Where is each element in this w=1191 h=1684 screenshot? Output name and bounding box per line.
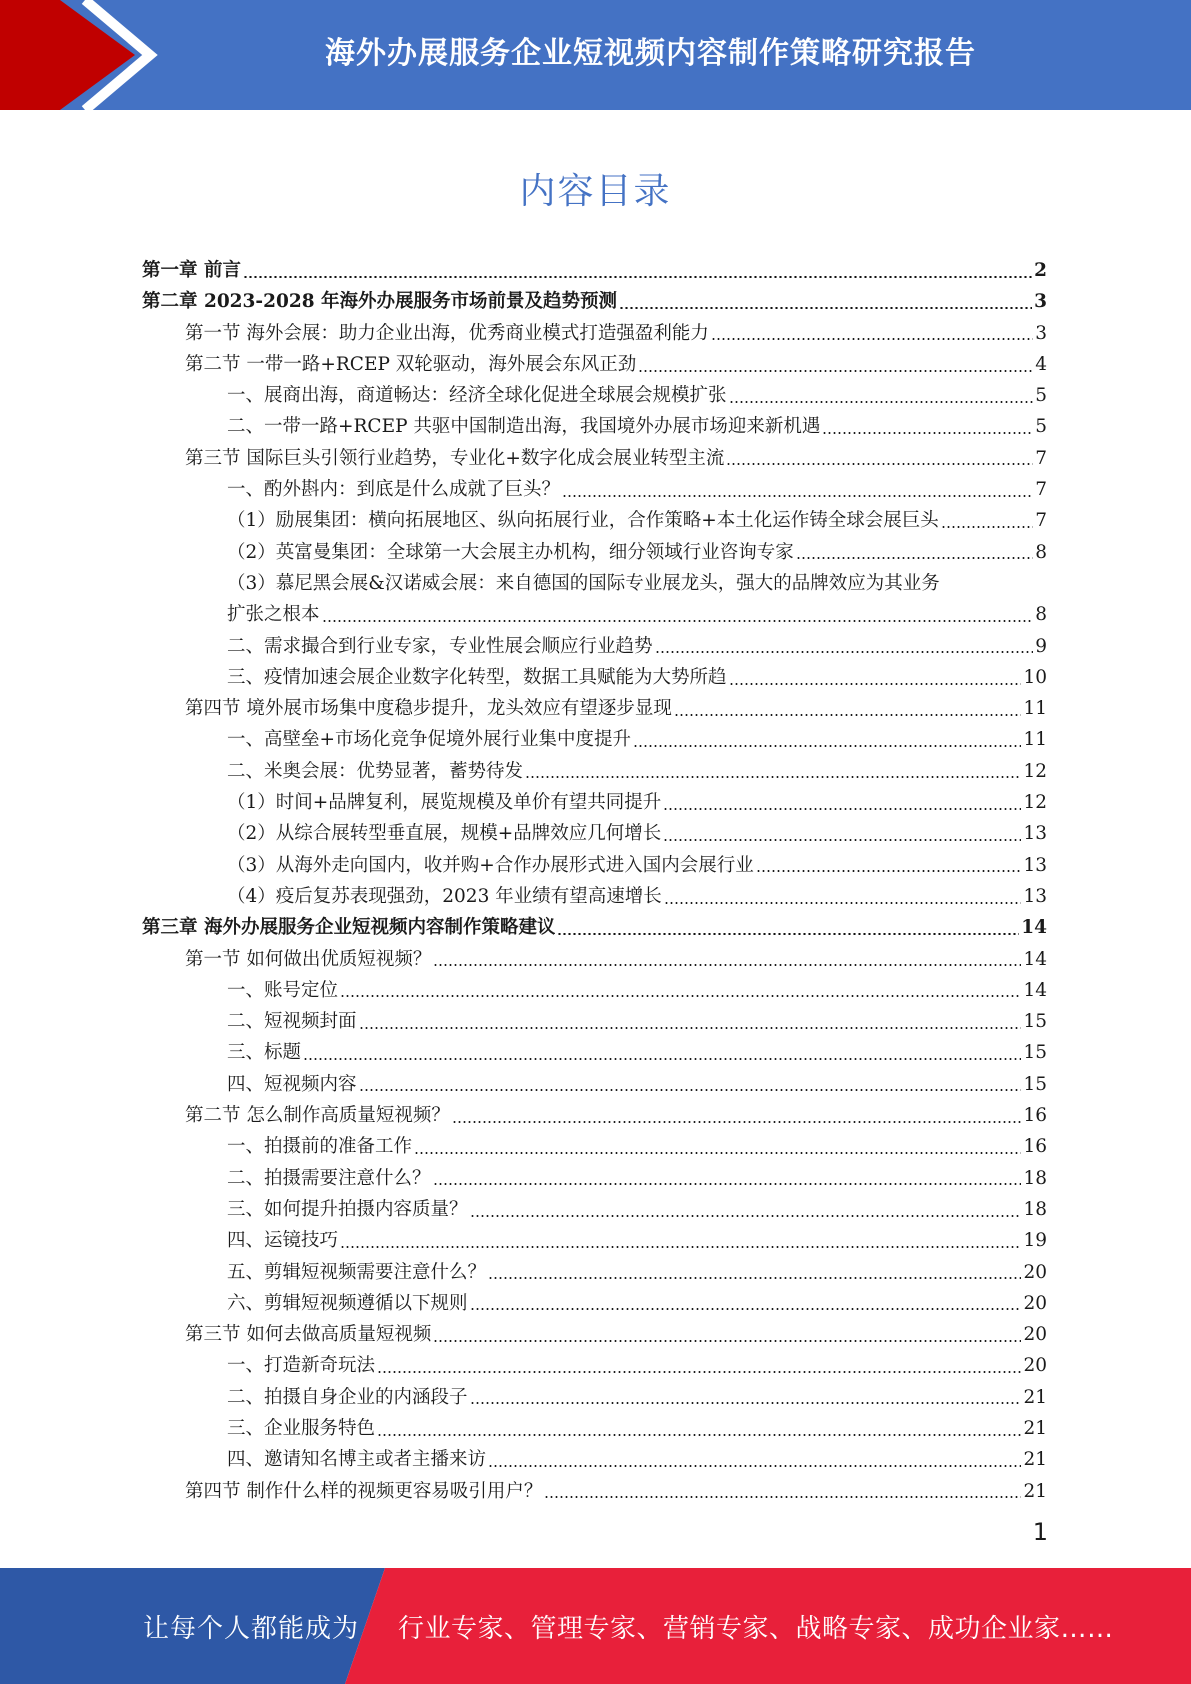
toc-entry-page: 20 [1023, 1324, 1047, 1346]
toc-entry-label: 一、拍摄前的准备工作 [227, 1136, 413, 1158]
toc-entry[interactable] [142, 1163, 1047, 1194]
toc-entry[interactable] [142, 1319, 1047, 1350]
toc-entry-label: 六、剪辑短视频遵循以下规则 [227, 1292, 468, 1314]
toc-entry[interactable] [142, 318, 1047, 349]
toc-entry[interactable] [142, 912, 1047, 943]
toc-entry-page: 14 [1023, 979, 1047, 1001]
toc-entry-label: 扩张之根本 [227, 604, 320, 626]
toc-leader-dots [663, 839, 1021, 841]
toc-entry-page: 15 [1023, 1011, 1047, 1033]
toc-entry-label: （3）从海外走向国内，收并购+合作办展形式进入国内会展行业 [227, 854, 754, 876]
toc-leader-dots [562, 495, 1033, 497]
toc-entry-page: 20 [1023, 1355, 1047, 1377]
toc-entry[interactable] [142, 1413, 1047, 1444]
toc-entry-page: 9 [1035, 635, 1047, 657]
toc-leader-dots [470, 1402, 1022, 1404]
toc-entry[interactable] [142, 631, 1047, 662]
toc-entry[interactable] [142, 1444, 1047, 1475]
toc-entry[interactable] [142, 1100, 1047, 1131]
toc-entry[interactable] [142, 443, 1047, 474]
toc-entry-page: 21 [1023, 1417, 1047, 1439]
toc-entry-label: 二、拍摄需要注意什么？ [227, 1167, 431, 1189]
toc-entry[interactable] [142, 724, 1047, 755]
toc-entry-label: （4）疫后复苏表现强劲，2023 年业绩有望高速增长 [227, 885, 662, 907]
toc-leader-dots [414, 1152, 1021, 1154]
toc-leader-dots [663, 808, 1021, 810]
toc-entry[interactable] [142, 1194, 1047, 1225]
toc-entry[interactable] [142, 944, 1047, 975]
toc-entry-label: 一、账号定位 [227, 979, 339, 1001]
toc-entry-page: 20 [1023, 1292, 1047, 1314]
toc-leader-dots [433, 1340, 1021, 1342]
toc-entry-page: 13 [1023, 885, 1047, 907]
toc-entry-page: 12 [1023, 760, 1047, 782]
toc-entry-label: 四、短视频内容 [227, 1073, 357, 1095]
toc-leader-dots [433, 964, 1021, 966]
toc-leader-dots [470, 1308, 1022, 1310]
toc-entry[interactable] [142, 787, 1047, 818]
page-number: 1 [1032, 1518, 1048, 1546]
toc-entry[interactable] [142, 1288, 1047, 1319]
header-banner [0, 0, 1191, 110]
toc-entry[interactable] [142, 1350, 1047, 1381]
toc-leader-dots [655, 651, 1034, 653]
toc-entry-label: 第三节 国际巨头引领行业趋势，专业化+数字化成会展业转型主流 [185, 447, 725, 469]
toc-entry-label: 第二章 2023-2028 年海外办展服务市场前景及趋势预测 [142, 291, 618, 313]
toc-leader-dots [303, 1058, 1021, 1060]
toc-leader-dots [452, 1121, 1022, 1123]
toc-entry-page: 7 [1035, 447, 1047, 469]
toc-entry[interactable] [142, 693, 1047, 724]
toc-entry-page: 13 [1023, 823, 1047, 845]
toc-entry-page: 4 [1035, 353, 1047, 375]
toc-entry-page: 2 [1034, 260, 1047, 281]
toc-entry-label: 一、高壁垒+市场化竞争促境外展行业集中度提升 [227, 729, 632, 751]
toc-entry[interactable] [142, 1037, 1047, 1068]
toc-leader-dots [377, 1434, 1021, 1436]
toc-entry-label: 四、运镜技巧 [227, 1230, 339, 1252]
toc-entry-label: 一、酌外斟内：到底是什么成就了巨头？ [227, 479, 561, 501]
toc-entry[interactable] [142, 756, 1047, 787]
toc-entry[interactable] [142, 1006, 1047, 1037]
toc-leader-dots [638, 370, 1033, 372]
toc-entry[interactable] [142, 1069, 1047, 1100]
toc-leader-dots [433, 1183, 1022, 1185]
toc-entry-page: 5 [1035, 385, 1047, 407]
toc-entry-label: 第四节 境外展市场集中度稳步提升，龙头效应有望逐步显现 [185, 698, 672, 720]
toc-entry-page: 14 [1021, 917, 1047, 939]
toc-leader-dots [488, 1277, 1021, 1279]
toc-entry-page: 16 [1023, 1136, 1047, 1158]
toc-entry[interactable] [142, 537, 1047, 568]
toc-entry-label: （1）时间+品牌复利，展览规模及单价有望共同提升 [227, 792, 662, 814]
toc-entry[interactable] [142, 1131, 1047, 1162]
toc-entry[interactable] [142, 599, 1047, 630]
toc-leader-dots [711, 338, 1033, 340]
footer-slogan-left: 让每个人都能成为 [143, 1613, 360, 1644]
toc-entry[interactable] [142, 818, 1047, 849]
toc-entry-label: 第三节 如何去做高质量短视频 [185, 1324, 432, 1346]
toc-leader-dots [557, 933, 1019, 935]
toc-heading: 内容目录 [519, 171, 672, 212]
toc-entry-page: 7 [1035, 479, 1047, 501]
toc-entry-label: 二、需求撮合到行业专家，专业性展会顺应行业趋势 [227, 635, 653, 657]
toc-entry[interactable] [142, 881, 1047, 912]
toc-entry[interactable] [142, 1476, 1047, 1507]
toc-leader-dots [243, 276, 1032, 278]
toc-entry-label: 五、剪辑短视频需要注意什么？ [227, 1261, 487, 1283]
toc-entry-page: 15 [1023, 1073, 1047, 1095]
toc-leader-dots [470, 1215, 1022, 1217]
toc-entry[interactable] [142, 411, 1047, 442]
toc-entry[interactable] [142, 662, 1047, 693]
toc-entry-label: （3）慕尼黑会展&汉诺威会展：来自德国的国际专业展龙头，强大的品牌效应为其业务 [227, 572, 940, 594]
toc-entry-page: 21 [1023, 1480, 1047, 1502]
toc-entry-label: 第二节 一带一路+RCEP 双轮驱动，海外展会东风正劲 [185, 353, 637, 375]
toc-entry-label: 第一章 前言 [142, 260, 241, 281]
toc-entry-label: 一、展商出海，商道畅达：经济全球化促进全球展会规模扩张 [227, 385, 727, 407]
toc-leader-dots [756, 870, 1022, 872]
toc-entry-label: 第三章 海外办展服务企业短视频内容制作策略建议 [142, 917, 556, 939]
toc-entry[interactable] [142, 255, 1047, 286]
toc-entry-page: 5 [1035, 416, 1047, 438]
toc-entry-page: 10 [1023, 666, 1047, 688]
toc-leader-dots [488, 1465, 1021, 1467]
table-of-contents [142, 255, 1047, 1507]
toc-leader-dots [359, 1027, 1022, 1029]
toc-entry-label: 四、邀请知名博主或者主播来访 [227, 1449, 487, 1471]
footer-slogan-right: 行业专家、管理专家、营销专家、战略专家、成功企业家…… [398, 1613, 1114, 1644]
toc-leader-dots [633, 745, 1021, 747]
toc-entry-label: 第一节 海外会展：助力企业出海，优秀商业模式打造强盈利能力 [185, 322, 709, 344]
toc-entry-label: （1）励展集团：横向拓展地区、纵向拓展行业，合作策略+本土化运作铸全球会展巨头 [227, 510, 939, 532]
toc-entry[interactable] [142, 505, 1047, 536]
toc-entry-label: 三、企业服务特色 [227, 1417, 376, 1439]
toc-entry-page: 3 [1034, 291, 1047, 313]
toc-leader-dots [525, 776, 1021, 778]
toc-entry-page: 16 [1023, 1105, 1047, 1127]
toc-entry-page: 18 [1023, 1167, 1047, 1189]
toc-leader-dots [322, 620, 1034, 622]
toc-leader-dots [377, 1371, 1021, 1373]
toc-leader-dots [726, 463, 1033, 465]
report-title: 海外办展服务企业短视频内容制作策略研究报告 [325, 36, 976, 71]
toc-entry[interactable] [142, 975, 1047, 1006]
toc-entry[interactable] [142, 380, 1047, 411]
toc-entry-page: 8 [1035, 604, 1047, 626]
toc-entry-label: 三、如何提升拍摄内容质量？ [227, 1198, 468, 1220]
toc-leader-dots [796, 557, 1033, 559]
toc-entry-page: 7 [1035, 510, 1047, 532]
toc-leader-dots [340, 1246, 1021, 1248]
toc-entry-label: 二、米奥会展：优势显著，蓄势待发 [227, 760, 524, 782]
toc-entry-label: 三、疫情加速会展企业数字化转型，数据工具赋能为大势所趋 [227, 666, 727, 688]
toc-entry-page: 18 [1023, 1198, 1047, 1220]
toc-entry-page: 13 [1023, 854, 1047, 876]
toc-entry-label: 一、打造新奇玩法 [227, 1355, 376, 1377]
toc-entry[interactable] [142, 474, 1047, 505]
toc-entry[interactable] [142, 1257, 1047, 1288]
toc-entry[interactable] [142, 349, 1047, 380]
toc-entry-page: 20 [1023, 1261, 1047, 1283]
toc-entry[interactable] [142, 1225, 1047, 1256]
toc-entry-page: 15 [1023, 1042, 1047, 1064]
toc-entry-page: 19 [1023, 1230, 1047, 1252]
toc-entry[interactable] [142, 1382, 1047, 1413]
toc-entry-page: 11 [1023, 698, 1047, 720]
toc-entry-page: 11 [1023, 729, 1047, 751]
toc-leader-dots [729, 401, 1034, 403]
toc-leader-dots [674, 714, 1022, 716]
toc-entry-label: 二、拍摄自身企业的内涵段子 [227, 1386, 468, 1408]
toc-entry-label: （2）英富曼集团：全球第一大会展主办机构，细分领域行业咨询专家 [227, 541, 794, 563]
toc-entry-label: 三、标题 [227, 1042, 302, 1064]
toc-leader-dots [822, 432, 1033, 434]
toc-entry[interactable] [142, 568, 1047, 599]
toc-entry-label: 第四节 制作什么样的视频更容易吸引用户？ [185, 1480, 543, 1502]
toc-leader-dots [619, 307, 1032, 309]
toc-entry-page: 8 [1035, 541, 1047, 563]
toc-leader-dots [544, 1496, 1021, 1498]
toc-entry-label: 二、短视频封面 [227, 1011, 357, 1033]
toc-entry[interactable] [142, 286, 1047, 317]
toc-entry-label: 二、一带一路+RCEP 共驱中国制造出海，我国境外办展市场迎来新机遇 [227, 416, 821, 438]
toc-entry-label: 第一节 如何做出优质短视频？ [185, 948, 432, 970]
toc-leader-dots [941, 526, 1033, 528]
toc-entry-label: （2）从综合展转型垂直展，规模+品牌效应几何增长 [227, 823, 662, 845]
toc-entry-page: 12 [1023, 792, 1047, 814]
toc-leader-dots [664, 902, 1022, 904]
toc-leader-dots [340, 995, 1021, 997]
toc-leader-dots [359, 1089, 1022, 1091]
toc-leader-dots [729, 683, 1022, 685]
toc-entry-label: 第二节 怎么制作高质量短视频？ [185, 1105, 450, 1127]
toc-entry-page: 21 [1023, 1386, 1047, 1408]
toc-entry[interactable] [142, 850, 1047, 881]
footer-banner [0, 1568, 1191, 1684]
toc-entry-page: 3 [1035, 322, 1047, 344]
toc-entry-page: 21 [1023, 1449, 1047, 1471]
toc-entry-page: 14 [1023, 948, 1047, 970]
